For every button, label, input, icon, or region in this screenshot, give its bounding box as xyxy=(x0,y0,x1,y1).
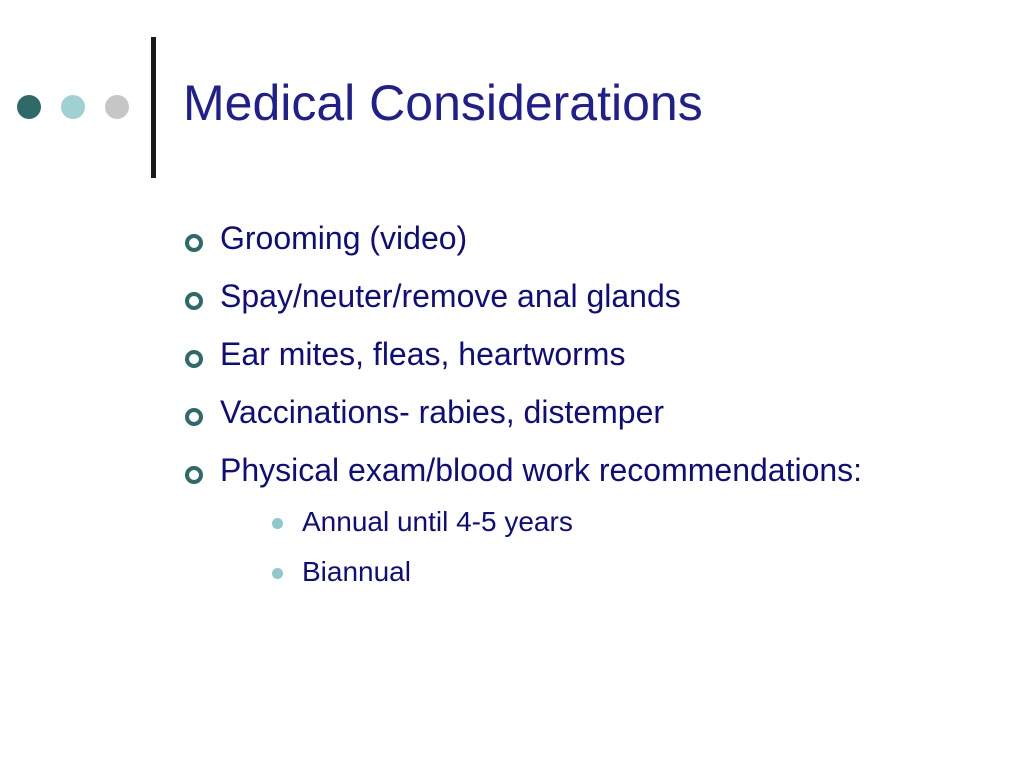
bullet-item xyxy=(183,278,1003,315)
slide-title: Medical Considerations xyxy=(183,75,703,131)
bullet-item xyxy=(183,452,1003,587)
sub-bullet-text: Annual until 4-5 years xyxy=(302,505,573,537)
title-divider-rule xyxy=(151,37,156,178)
bullet-text: Ear mites, fleas, heartworms xyxy=(220,336,626,373)
sub-bullet-list xyxy=(220,506,1003,588)
bullet-text: Vaccinations- rabies, distemper xyxy=(220,394,665,431)
gray-dot-icon xyxy=(105,95,129,119)
bullet-list xyxy=(183,220,1003,609)
bullet-text: Grooming (video) xyxy=(220,220,468,256)
bullet-item xyxy=(183,394,1003,431)
sub-bullet-item xyxy=(220,506,1003,538)
ring-bullet-icon xyxy=(185,234,203,252)
bullet-item xyxy=(183,336,1003,373)
sub-bullet-item xyxy=(220,556,1003,588)
bullet-item xyxy=(183,220,1003,257)
ring-bullet-icon xyxy=(185,408,203,426)
dark-teal-dot-icon xyxy=(17,95,41,119)
light-teal-dot-icon xyxy=(61,95,85,119)
bullet-text: Spay/neuter/remove anal glands xyxy=(220,278,681,315)
ring-bullet-icon xyxy=(185,350,203,368)
sub-bullet-text: Biannual xyxy=(302,555,411,587)
ring-bullet-icon xyxy=(185,292,203,310)
ring-bullet-icon xyxy=(185,466,203,484)
filled-dot-bullet-icon xyxy=(272,568,283,579)
bullet-text: Physical exam/blood work recommendations: xyxy=(220,452,863,489)
filled-dot-bullet-icon xyxy=(272,518,283,529)
